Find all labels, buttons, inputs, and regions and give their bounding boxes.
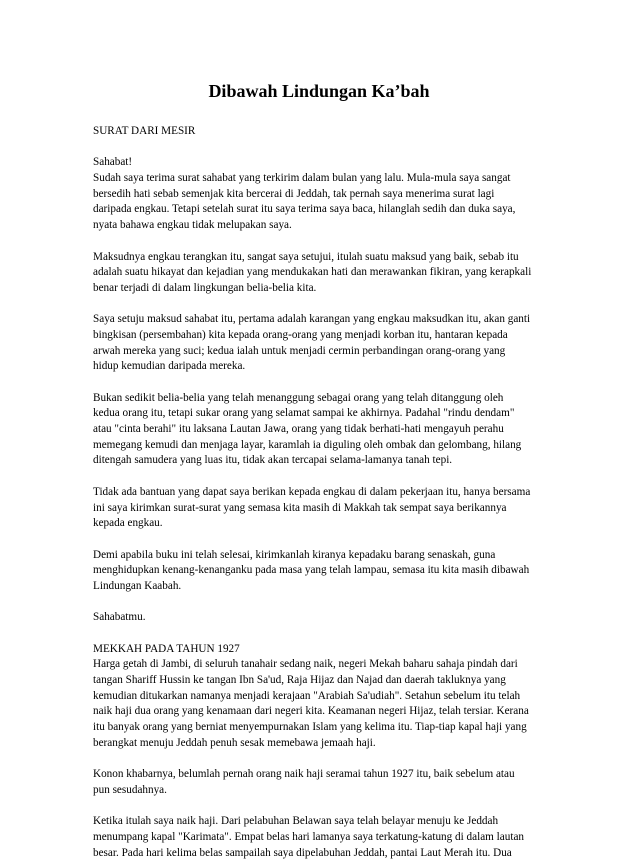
paragraph-gap <box>93 140 553 156</box>
text-line: arwah mereka yang suci; kedua ialah untuk menjadi cermin perbandingan orang-orang yang <box>93 344 506 357</box>
text-line: pun sesudahnya. <box>93 783 167 796</box>
text-line: itu banyak orang yang berniat menyempurnakan Islam yang kelima itu. Tiap-tiap kapal haji yang <box>93 721 527 734</box>
text-line: adalah suatu hikayat dan kejadian yang mendukakan hati dan merawankan fikiran, yang kerapkali <box>93 266 532 279</box>
text-line: Tidak ada bantuan yang dapat saya berikan kepada engkau di dalam pekerjaan itu, hanya bersama <box>93 485 531 498</box>
document-body <box>93 124 553 861</box>
text-line: hidup kemudian daripada mereka. <box>93 360 246 373</box>
paragraph <box>93 767 553 798</box>
paragraph-gap <box>93 375 553 391</box>
text-line: berangkat menuju Jeddah penuh sesak memebawa jemaah haji. <box>93 736 376 749</box>
text-line: Konon khabarnya, belumlah pernah orang naik haji seramai tahun 1927 itu, baik sebelum atau <box>93 768 515 781</box>
text-line: Ketika itulah saya naik haji. Dari pelabuhan Belawan saya telah belayar menuju ke Jeddah <box>93 815 499 828</box>
text-line: SURAT DARI MESIR <box>93 125 196 137</box>
text-line: Bukan sedikit belia-belia yang telah menanggung sebagai orang yang telah ditanggung oleh <box>93 391 504 404</box>
text-line: benar terjadi di dalam lingkungan belia-belia kita. <box>93 281 317 294</box>
text-line: memegang kemudi dan menjaga layar, karamlah ia diguling oleh ombak dan gelombang, hilang <box>93 438 522 451</box>
paragraph <box>93 485 553 532</box>
text-line: tangan Shariff Hussin ke tangan Ibn Sa'ud, Raja Hijaz dan Najad dan daerah takluknya yang <box>93 674 506 687</box>
text-line: MEKKAH PADA TAHUN 1927 <box>93 642 240 655</box>
paragraph <box>93 548 553 595</box>
text-line: besar. Pada hari kelima belas sampailah saya dipelabuhan Jeddah, pantai Laut Merah itu. Dua <box>93 846 512 859</box>
paragraph-gap <box>93 234 553 250</box>
paragraph <box>93 312 553 375</box>
text-line: kedua orang itu, tetapi sukar orang yang selamat sampai ke akhirnya. Padahal "rindu dendam" <box>93 407 515 420</box>
text-line: Maksudnya engkau terangkan itu, sangat saya setujui, itulah suatu maksud yang baik, sebab itu <box>93 250 519 263</box>
text-line: bingkisan (persembahan) kita kepada orang-orang yang menjadi korban itu, hantaran kepada <box>93 328 508 341</box>
paragraph-gap <box>93 297 553 313</box>
paragraph-gap <box>93 799 553 815</box>
text-line: Sudah saya terima surat sahabat yang terkirim dalam bulan yang lalu. Mula-mula saya sangat <box>93 172 511 185</box>
text-line: Sahabatmu. <box>93 611 146 624</box>
text-line: atau "cinta berahi" itu laksana Lautan Jawa, orang yang tidak berhati-hati mengayuh perahu <box>93 423 504 436</box>
paragraph <box>93 610 553 626</box>
paragraph <box>93 814 553 861</box>
text-line: kemudian ditukarkan namanya menjadi kerajaan "Arabiah Sa'udiah". Setahun sebelum itu telah <box>93 689 521 702</box>
paragraph-gap <box>93 595 553 611</box>
text-line: nyata bahawa engkau tidak melupakan saya. <box>93 219 292 232</box>
text-line: daripada engkau. Tetapi setelah surat itu saya terima saya baca, hilanglah sedih dan duka saya, <box>93 203 516 216</box>
paragraph-gap <box>93 469 553 485</box>
paragraph-gap <box>93 752 553 768</box>
paragraph <box>93 155 553 233</box>
text-line: Sahabat! <box>93 156 133 169</box>
paragraph <box>93 250 553 297</box>
paragraph-gap <box>93 532 553 548</box>
text-line: bersedih hati sebab semenjak kita bercerai di Jeddah, tak pernah saya menerima surat lagi <box>93 187 495 200</box>
text-line: Saya setuju maksud sahabat itu, pertama adalah karangan yang engkau maksudkan itu, akan ganti <box>93 313 531 326</box>
section-heading <box>93 124 553 140</box>
text-line: menumpang kapal "Karimata". Empat belas hari lamanya saya terkatung-katung di dalam lautan <box>93 830 524 843</box>
paragraph <box>93 391 553 469</box>
text-line: Harga getah di Jambi, di seluruh tanahair sedang naik, negeri Mekah baharu sahaja pindah dari <box>93 658 518 671</box>
text-line: menghidupkan kenang-kenanganku pada masa yang telah lampau, semasa itu kita masih dibawah <box>93 564 530 577</box>
text-line: naik haji dua orang yang kenamaan dari negeri kita. Keamanan negeri Hijaz, telah tersiar. Kerana <box>93 705 529 718</box>
text-line: ditengah samudera yang luas itu, tidak akan tercapai selama-lamanya tanah tepi. <box>93 454 453 467</box>
text-line: ini saya kirimkan surat-surat yang semasa kita masih di Makkah tak sempat saya berikannya <box>93 501 507 514</box>
text-line: kepada engkau. <box>93 517 163 530</box>
text-line: Demi apabila buku ini telah selesai, kirimkanlah kiranya kepadaku barang senaskah, guna <box>93 548 496 561</box>
document-title: Dibawah Lindungan Ka’bah <box>208 81 430 101</box>
paragraph <box>93 642 553 752</box>
text-line: Lindungan Kaabah. <box>93 579 182 592</box>
paragraph-gap <box>93 626 553 642</box>
